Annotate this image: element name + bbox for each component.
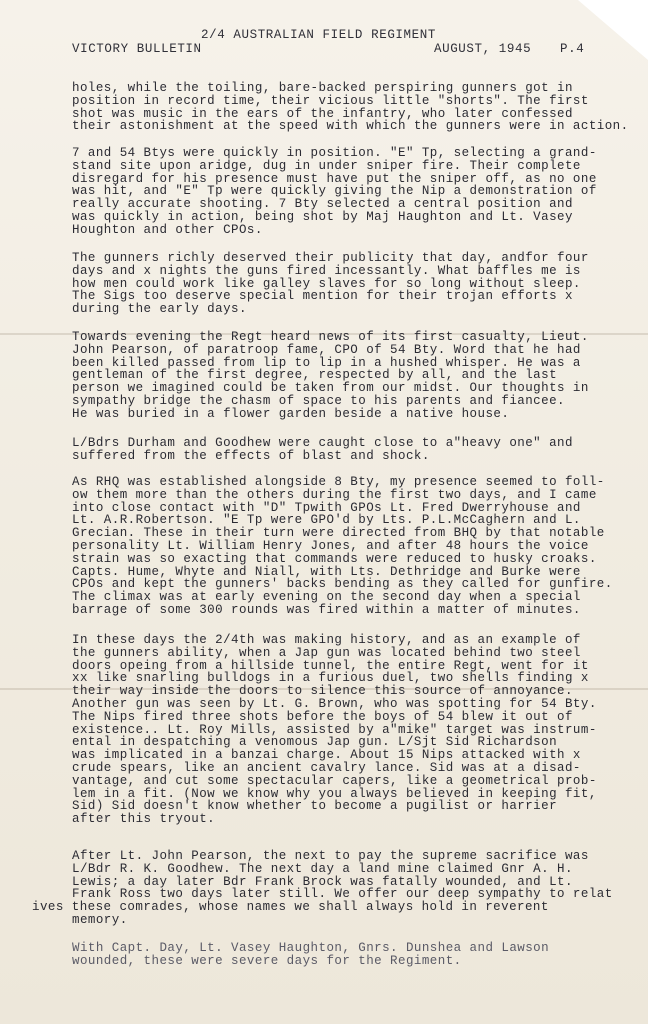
text-line: John Pearson, of paratroop fame, CPO of 54 Bty. Word that he had [72, 342, 581, 357]
text-line: After Lt. John Pearson, the next to pay the supreme sacrifice was [72, 849, 589, 863]
text-line: after this tryout. [72, 812, 216, 827]
text-line: position in record time, their vicious little "shorts". The first [72, 93, 589, 108]
text-line: 7 and 54 Btys were quickly in position. "E" Tp, selecting a grand- [72, 146, 597, 160]
folded-corner [578, 0, 648, 60]
text-line: vantage, and cut some spectacular capers, like a geometrical prob- [72, 773, 597, 788]
text-line: how men could work like galley slaves for so long without sleep. [72, 276, 581, 291]
text-line: strain was so exacting that commands were reduced to husky croaks. [72, 551, 597, 566]
text-line: gentleman of the first degree, respected by all, and the last [72, 368, 558, 383]
text-line: Lt. A.R.Robertson. "E Tp were GPO'd by Lts. P.L.McCaghern and L. [72, 513, 581, 528]
text-line: holes, while the toiling, bare-backed perspiring gunners got in [72, 81, 573, 95]
text-line: L/Bdrs Durham and Goodhew were caught close to a"heavy one" and [72, 436, 573, 450]
text-line: the gunners ability, when a Jap gun was located behind two steel [72, 645, 581, 660]
text-line: been killed passed from lip to lip in a hushed whisper. He was a [72, 355, 581, 370]
text-line: ental in despatching a venomous Jap gun. L/Sjt Sid Richardson [72, 735, 558, 750]
text-line: Another gun was seen by Lt. G. Brown, who was spotting for 54 Bty. [72, 696, 597, 711]
text-line: Houghton and other CPOs. [72, 222, 263, 237]
text-line: during the early days. [72, 302, 247, 317]
text-line: The gunners richly deserved their publicity that day, andfor four [72, 251, 589, 265]
text-line: was quickly in action, being shot by Maj Haughton and Lt. Vasey [72, 209, 573, 224]
text-line: As RHQ was established alongside 8 Bty, my presence seemed to foll- [72, 475, 605, 489]
text-line: Capts. Hume, Whyte and Niall, with Lts. Dethridge and Burke were [72, 564, 581, 579]
page-number: P.4 [560, 42, 585, 56]
text-line: The Nips fired three shots before the boys of 54 blew it out of [72, 709, 573, 724]
bulletin-title: VICTORY BULLETIN [72, 42, 202, 56]
text-line: existence.. Lt. Roy Mills, assisted by a"mike" target was instrum- [72, 722, 597, 737]
text-line: really accurate shooting. 7 Bty selected a central position and [72, 197, 573, 212]
text-line: L/Bdr R. K. Goodhew. The next day a land mine claimed Gnr A. H. [72, 861, 573, 876]
paragraph [72, 634, 620, 826]
text-line: was implicated in a banzai charge. About 15 Nips attacked with x [72, 748, 581, 763]
text-line: days and x nights the guns fired incessantly. What baffles me is [72, 263, 581, 278]
text-line: In these days the 2/4th was making history, and as an example of [72, 633, 581, 647]
text-line: into close contact with "D" Tpwith GPOs Lt. Fred Dwerryhouse and [72, 500, 581, 515]
paragraph [72, 252, 620, 316]
text-line: stand site upon aridge, dug in under sniper fire. Their complete [72, 158, 581, 173]
text-line: doors opeing from a hillside tunnel, the entire Regt, went for it [72, 658, 589, 673]
text-line: CPOs and kept the gunners' backs bending as they called for gunfire. [72, 577, 613, 592]
paragraph [32, 849, 620, 927]
bulletin-date: AUGUST, 1945 [434, 42, 532, 56]
text-line: ow them more than the others during the first two days, and I came [72, 487, 597, 502]
paragraph [72, 147, 620, 237]
paragraph [72, 476, 620, 617]
text-line: xx like snarling bulldogs in a furious duel, two shells finding x [72, 671, 589, 686]
text-line: lem in a fit. (Now we know why you always believed in keeping fit, [72, 786, 597, 801]
text-line: sympathy bridge the chasm of space to his parents and fiancee. [72, 393, 565, 408]
text-line: He was buried in a flower garden beside a native house. [72, 406, 510, 421]
text-line: Grecian. These in their turn were directed from BHQ by that notable [72, 526, 605, 541]
text-line: Lewis; a day later Bdr Frank Brock was fatally wounded, and Lt. [72, 874, 573, 889]
text-line: With Capt. Day, Lt. Vasey Haughton, Gnrs. Dunshea and Lawson [72, 941, 550, 955]
text-line: memory. [72, 912, 128, 927]
text-line: was hit, and "E" Tp were quickly giving the Nip a demonstration of [72, 184, 597, 199]
text-line: The climax was at early evening on the second day when a special [72, 590, 581, 605]
paragraph [72, 81, 629, 134]
text-line: their astonishment at the speed with which the gunners were in action. [72, 119, 629, 134]
paragraph [72, 331, 620, 421]
text-line: Towards evening the Regt heard news of its first casualty, Lieut. [72, 330, 589, 344]
text-line: wounded, these were severe days for the Regiment. [72, 953, 462, 968]
text-line: person we imagined could be taken from our midst. Our thoughts in [72, 381, 589, 396]
paragraph [72, 942, 620, 968]
text-line: shot was music in the ears of the infantry, who later confessed [72, 106, 573, 121]
text-line: crude spears, like an ancient cavalry lance. Sid was at a disad- [72, 760, 581, 775]
text-line: their way inside the doors to silence this source of annoyance. [72, 684, 573, 699]
text-line: ives these comrades, whose names we shall always hold in reverent [32, 900, 549, 915]
text-line: Sid) Sid doesn't know whether to become a pugilist or harrier [72, 799, 558, 814]
text-line: The Sigs too deserve special mention for their trojan efforts x [72, 289, 573, 304]
text-line: personality Lt. William Henry Jones, and after 48 hours the voice [72, 538, 589, 553]
text-line: suffered from the effects of blast and shock. [72, 448, 430, 463]
text-line: disregard for his presence must have put the sniper off, as no one [72, 171, 597, 186]
text-line: Frank Ross two days later still. We offer our deep sympathy to relat [72, 887, 613, 902]
regiment-title: 2/4 AUSTRALIAN FIELD REGIMENT [201, 28, 436, 42]
text-line: barrage of some 300 rounds was fired within a matter of minutes. [72, 602, 581, 617]
paragraph [72, 437, 620, 463]
